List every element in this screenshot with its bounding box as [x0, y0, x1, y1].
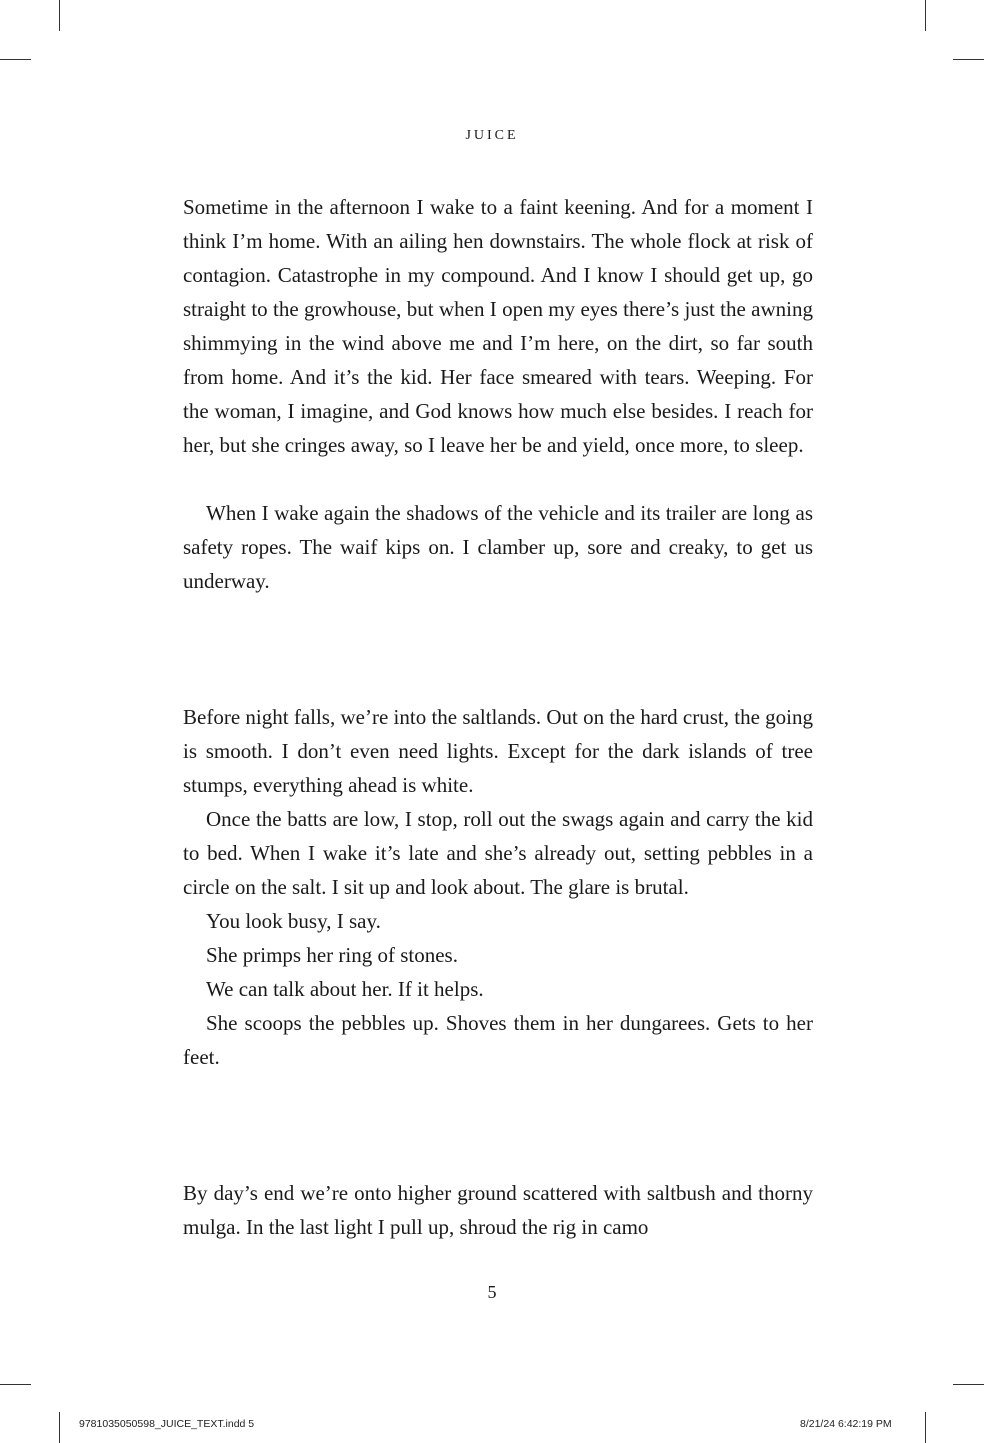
paragraph-2: When I wake again the shadows of the vehicle and its trailer are long as safety ropes. The waif kips on. I clamber up, sore and creaky, to get us underway. — [183, 501, 813, 593]
crop-mark-left-bottom — [0, 1384, 31, 1385]
crop-mark-bottom-right — [925, 1412, 926, 1443]
crop-mark-left-top — [0, 59, 31, 60]
crop-mark-right-top — [953, 59, 984, 60]
paragraph-4: Once the batts are low, I stop, roll out the swags again and carry the kid to bed. When I wake it’s late and she’s already out, setting pebbles in a circle on the salt. I sit up and look about. The glare is brutal. — [183, 807, 813, 899]
page-number: 5 — [487, 1282, 497, 1302]
slug-timestamp: 8/21/24 6:42:19 PM — [800, 1418, 892, 1430]
crop-mark-bottom-left — [59, 1412, 60, 1443]
paragraph-5: You look busy, I say. — [206, 909, 381, 933]
crop-mark-right-bottom — [953, 1384, 984, 1385]
crop-mark-top-right — [925, 0, 926, 31]
paragraph-3: Before night falls, we’re into the saltlands. Out on the hard crust, the going is smooth. I don’t even need lights. Except for the dark islands of tree stumps, everything ahead is white. — [183, 705, 813, 797]
paragraph-6: She primps her ring of stones. — [206, 943, 458, 967]
slug-file-name: 9781035050598_JUICE_TEXT.indd 5 — [79, 1418, 255, 1430]
paragraph-9: By day’s end we’re onto higher ground scattered with saltbush and thorny mulga. In the last light I pull up, shroud the rig in camo — [183, 1181, 813, 1239]
crop-mark-top-left — [59, 0, 60, 31]
paragraph-7: We can talk about her. If it helps. — [206, 977, 484, 1001]
paragraph-1: Sometime in the afternoon I wake to a faint keening. And for a moment I think I’m home. With an ailing hen downstairs. The whole flock at risk of contagion. Catastrophe in my compound. And I know I should get up, go straight to the growhouse, but when I open my eyes there’s just the awning shimmying in the wind above me and I’m here, on the dirt, so far south from home. And it’s the kid. Her face smeared with tears. Weeping. For the woman, I imagine, and God knows how much else besides. I reach for her, but she cringes away, so I leave her be and yield, once more, to sleep. — [183, 195, 813, 457]
paragraph-8: She scoops the pebbles up. Shoves them in her dungarees. Gets to her feet. — [183, 1011, 813, 1069]
running-head: JUICE — [465, 128, 519, 143]
